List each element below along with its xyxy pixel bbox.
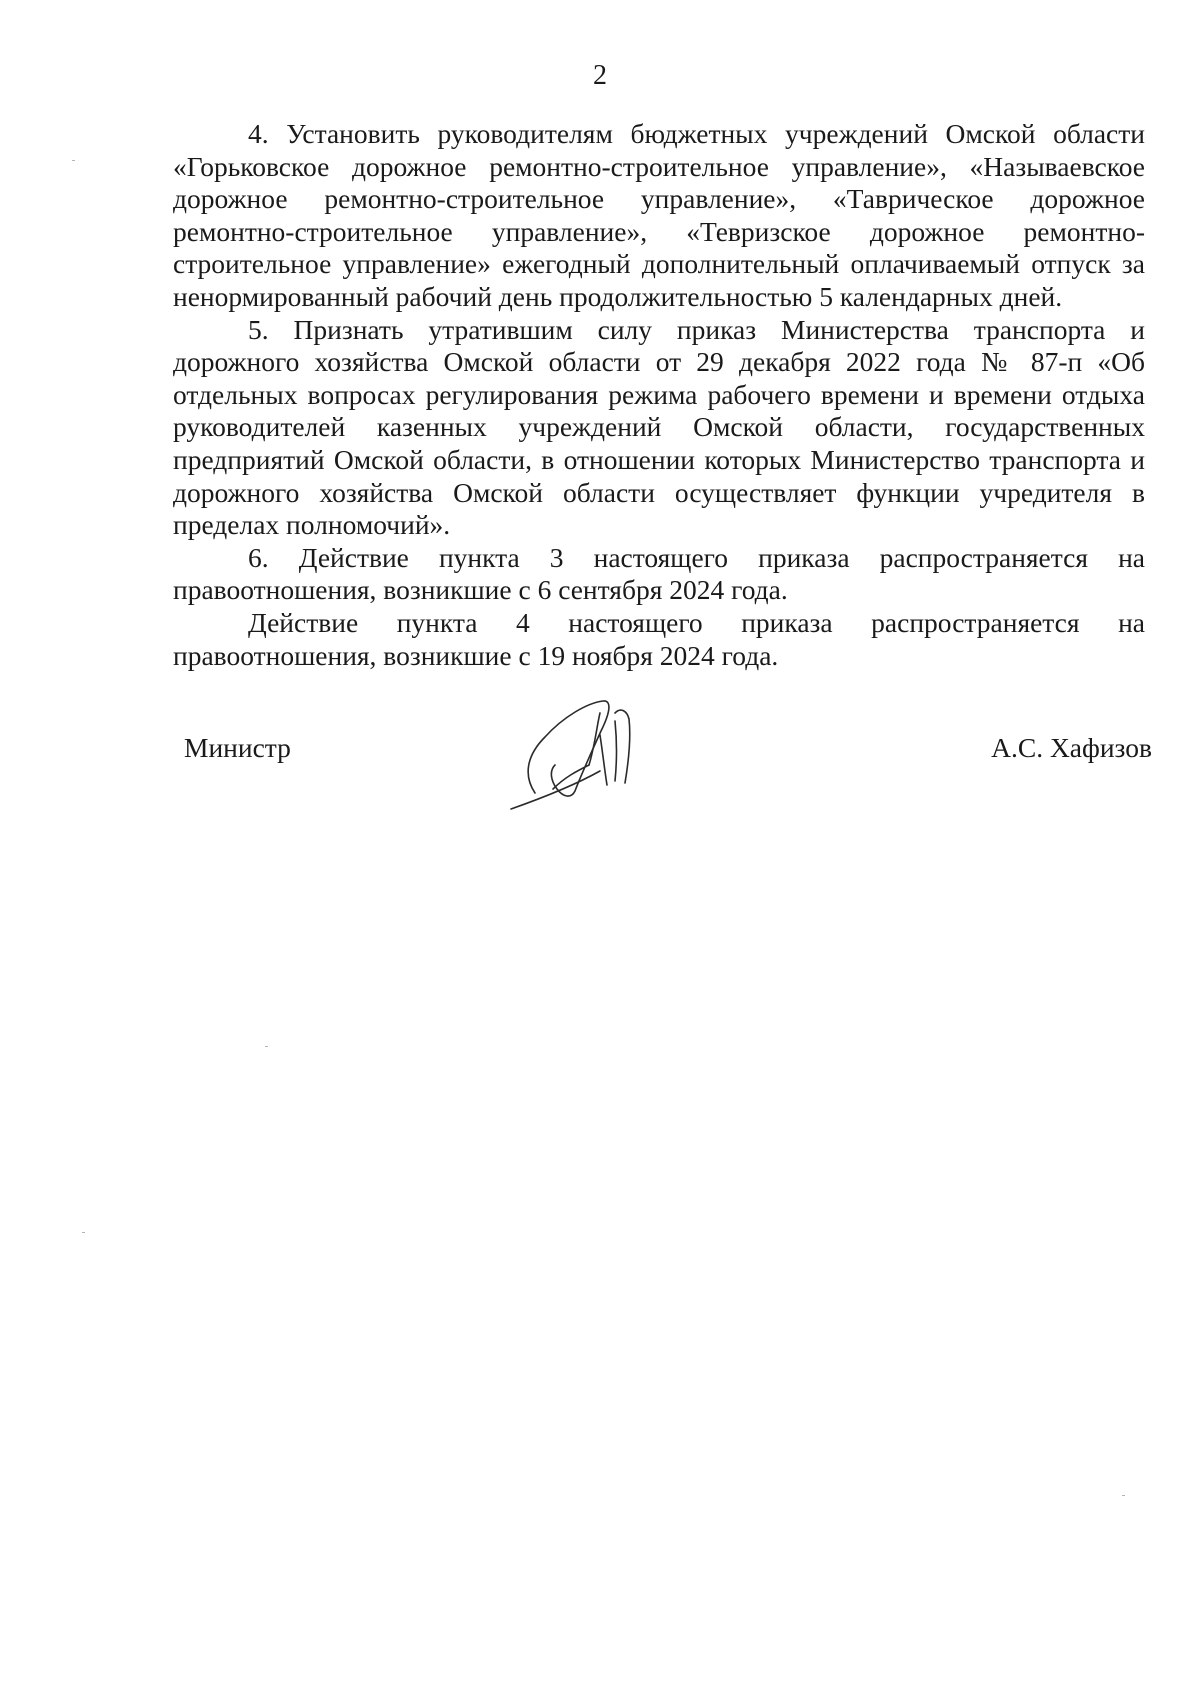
- signatory-position: Министр: [184, 732, 291, 763]
- scan-artifact: [72, 160, 75, 161]
- scan-artifact: [265, 1046, 268, 1047]
- paragraph-item-4: 4. Установить руководителям бюджетных учреждений Омской области «Горьковское дорожное ремонтно-строительное управление», «Называевское дорожное ремонтно-строительное управление», «Таврическое дорожное ремонтно-строительное управление», «Тевризское дорожное ремонтно-строительное управление» ежегодный дополнительный оплачиваемый отпуск за ненормированный рабочий день продолжительностью 5 календарных дней.: [173, 118, 1145, 312]
- paragraph-item-5: 5. Признать утратившим силу приказ Министерства транспорта и дорожного хозяйства Омской области от 29 декабря 2022 года № 87-п «Об отдельных вопросах регулирования режима рабочего времени и времени отдыха руководителей казенных учреждений Омской области, государственных предприятий Омской области, в отношении которых Министерство транспорта и дорожного хозяйства Омской области осуществляет функции учредителя в пределах полномочий».: [173, 313, 1145, 541]
- signatory-name: А.С. Хафизов: [991, 732, 1152, 763]
- document-body: [173, 118, 1145, 672]
- scan-artifact: [1122, 1495, 1125, 1496]
- scan-artifact: [82, 1232, 85, 1233]
- page-number: 2: [593, 60, 607, 91]
- paragraph-item-6-continued: Действие пункта 4 настоящего приказа распространяется на правоотношения, возникшие с 19 ноября 2024 года.: [173, 606, 1145, 671]
- paragraph-item-6: 6. Действие пункта 3 настоящего приказа распространяется на правоотношения, возникшие с 6 сентября 2024 года.: [173, 541, 1145, 606]
- signature-block: [0, 732, 1200, 772]
